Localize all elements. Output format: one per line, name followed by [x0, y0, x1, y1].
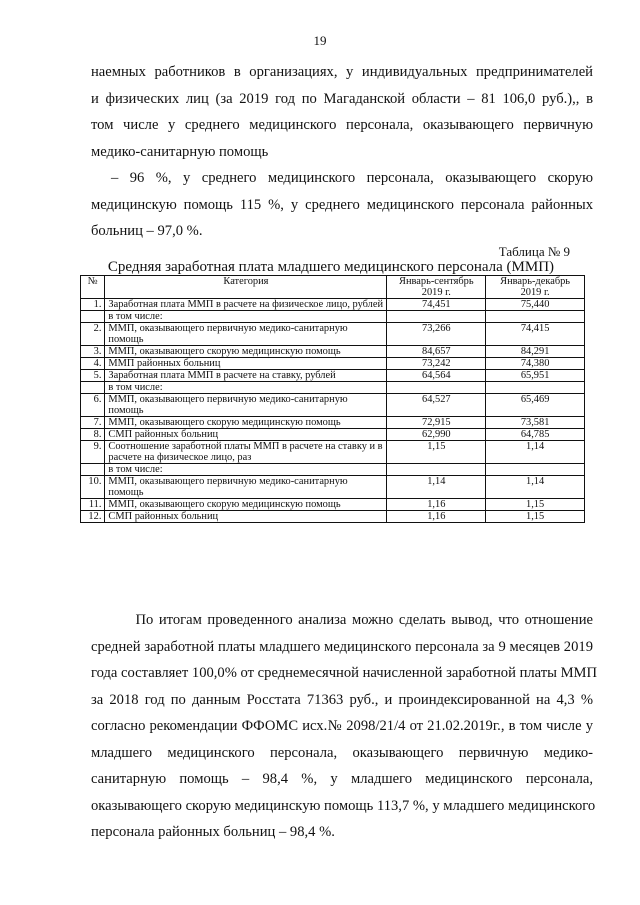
- row-category: Заработная плата ММП в расчете на физическое лицо, рублей: [105, 299, 387, 311]
- row-category: ММП, оказывающего скорую медицинскую помощь: [105, 499, 387, 511]
- row-jan-sep-value: 72,915: [387, 417, 486, 429]
- table-title: Средняя заработная плата младшего медицинского персонала (ММП): [107, 259, 555, 275]
- table-row: [81, 394, 585, 417]
- row-jan-dec-value: 75,440: [486, 299, 585, 311]
- intro-line: наемных работников в организациях, у индивидуальных предпринимателей: [91, 64, 593, 80]
- table-row: [81, 441, 585, 464]
- table-row: [81, 417, 585, 429]
- row-jan-dec-value: [486, 382, 585, 394]
- intro-line: медико-санитарную помощь: [91, 143, 269, 160]
- intro-line: больниц – 97,0 %.: [91, 223, 203, 239]
- row-number: 12.: [81, 511, 105, 523]
- header-num: №: [81, 276, 105, 299]
- intro-line: медицинскую помощь 115 %, у среднего медицинского персонала районных: [91, 196, 593, 213]
- row-number: 7.: [81, 417, 105, 429]
- row-jan-dec-value: [486, 464, 585, 476]
- conclusion-line: согласно рекомендации ФФОМС исх.№ 2098/21/4 от 21.02.2019г., в том числе у: [91, 718, 593, 734]
- row-jan-sep-value: 73,266: [387, 323, 486, 346]
- row-jan-dec-value: 1,14: [486, 441, 585, 464]
- row-jan-sep-value: 64,527: [387, 394, 486, 417]
- table-row: [81, 464, 585, 476]
- row-category: Соотношение заработной платы ММП в расчете на ставку и в расчете на физическое лицо, раз: [105, 441, 387, 464]
- conclusion-paragraph: [91, 607, 598, 846]
- row-number: 4.: [81, 358, 105, 370]
- row-category: ММП, оказывающего скорую медицинскую помощь: [105, 417, 387, 429]
- header-jan-sep: Январь-сентябрь 2019 г.: [387, 276, 486, 299]
- row-jan-sep-value: 62,990: [387, 429, 486, 441]
- row-jan-dec-value: [486, 311, 585, 323]
- row-category: ММП, оказывающего первичную медико-санитарную помощь: [105, 394, 387, 417]
- row-number: 6.: [81, 394, 105, 417]
- conclusion-line: средней заработной платы младшего медицинского персонала за 9 месяцев 2019: [91, 638, 593, 655]
- table-label: Таблица № 9: [498, 244, 570, 259]
- table-row: [81, 511, 585, 523]
- conclusion-line: персонала районных больниц – 98,4 %.: [91, 824, 335, 840]
- row-jan-dec-value: 74,380: [486, 358, 585, 370]
- intro-line: – 96 %, у среднего медицинского персонала, оказывающего скорую: [111, 170, 593, 186]
- salary-table: [80, 275, 585, 523]
- row-jan-sep-value: [387, 464, 486, 476]
- intro-line: и физических лиц (за 2019 год по Магаданской области – 81 106,0 руб.),, в: [91, 90, 593, 107]
- table-row: [81, 370, 585, 382]
- conclusion-line: По итогам проведенного анализа можно сделать вывод, что отношение: [91, 612, 593, 628]
- row-number: 10.: [81, 476, 105, 499]
- intro-line: том числе у среднего медицинского персонала, оказывающего первичную: [91, 117, 593, 133]
- row-jan-sep-value: [387, 311, 486, 323]
- conclusion-line: оказывающего скорую медицинскую помощь 113,7 %, у младшего медицинского: [91, 797, 596, 814]
- row-jan-dec-value: 1,14: [486, 476, 585, 499]
- row-jan-dec-value: 65,951: [486, 370, 585, 382]
- row-category: Заработная плата ММП в расчете на ставку, рублей: [105, 370, 387, 382]
- row-category: ММП, оказывающего первичную медико-санитарную помощь: [105, 323, 387, 346]
- row-jan-sep-value: 1,16: [387, 511, 486, 523]
- header-category: Категория: [105, 276, 387, 299]
- row-jan-sep-value: 64,564: [387, 370, 486, 382]
- row-category: СМП районных больниц: [105, 511, 387, 523]
- row-number: 8.: [81, 429, 105, 441]
- row-number: 9.: [81, 441, 105, 464]
- table-row: [81, 476, 585, 499]
- row-number: [81, 311, 105, 323]
- table-row: [81, 499, 585, 511]
- table-row: [81, 358, 585, 370]
- conclusion-line: года составляет 100,0% от среднемесячной начисленной заработной платы ММП: [91, 665, 598, 681]
- row-category: ММП, оказывающего первичную медико-санитарную помощь: [105, 476, 387, 499]
- row-jan-sep-value: 1,15: [387, 441, 486, 464]
- row-number: [81, 464, 105, 476]
- header-jan-dec: Январь-декабрь 2019 г.: [486, 276, 585, 299]
- row-jan-dec-value: 1,15: [486, 511, 585, 523]
- row-jan-sep-value: 1,14: [387, 476, 486, 499]
- row-jan-sep-value: 74,451: [387, 299, 486, 311]
- row-number: 3.: [81, 346, 105, 358]
- row-number: 2.: [81, 323, 105, 346]
- row-jan-sep-value: 73,242: [387, 358, 486, 370]
- table-row: [81, 299, 585, 311]
- row-jan-dec-value: 73,581: [486, 417, 585, 429]
- row-category: в том числе:: [105, 464, 387, 476]
- row-jan-dec-value: 1,15: [486, 499, 585, 511]
- row-jan-dec-value: 65,469: [486, 394, 585, 417]
- row-category: в том числе:: [105, 311, 387, 323]
- table-row: [81, 429, 585, 441]
- row-category: СМП районных больниц: [105, 429, 387, 441]
- row-category: ММП, оказывающего скорую медицинскую помощь: [105, 346, 387, 358]
- row-jan-sep-value: [387, 382, 486, 394]
- row-jan-sep-value: 1,16: [387, 499, 486, 511]
- row-number: 11.: [81, 499, 105, 511]
- row-number: 5.: [81, 370, 105, 382]
- row-jan-dec-value: 84,291: [486, 346, 585, 358]
- conclusion-line: за 2018 год по данным Росстата 71363 руб., и проиндексированной на 4,3 %: [91, 691, 593, 708]
- table-row: [81, 382, 585, 394]
- table-header-row: [81, 276, 585, 299]
- page-number: 19: [313, 33, 327, 48]
- conclusion-line: санитарную помощь – 98,4 %, у младшего медицинского персонала,: [91, 771, 593, 787]
- row-category: ММП районных больниц: [105, 358, 387, 370]
- table-row: [81, 346, 585, 358]
- table-row: [81, 323, 585, 346]
- row-jan-dec-value: 64,785: [486, 429, 585, 441]
- row-category: в том числе:: [105, 382, 387, 394]
- conclusion-line: младшего медицинского персонала, оказывающего первичную медико-: [91, 744, 593, 761]
- row-jan-dec-value: 74,415: [486, 323, 585, 346]
- row-number: [81, 382, 105, 394]
- row-number: 1.: [81, 299, 105, 311]
- table-row: [81, 311, 585, 323]
- intro-paragraph: [91, 59, 593, 245]
- row-jan-sep-value: 84,657: [387, 346, 486, 358]
